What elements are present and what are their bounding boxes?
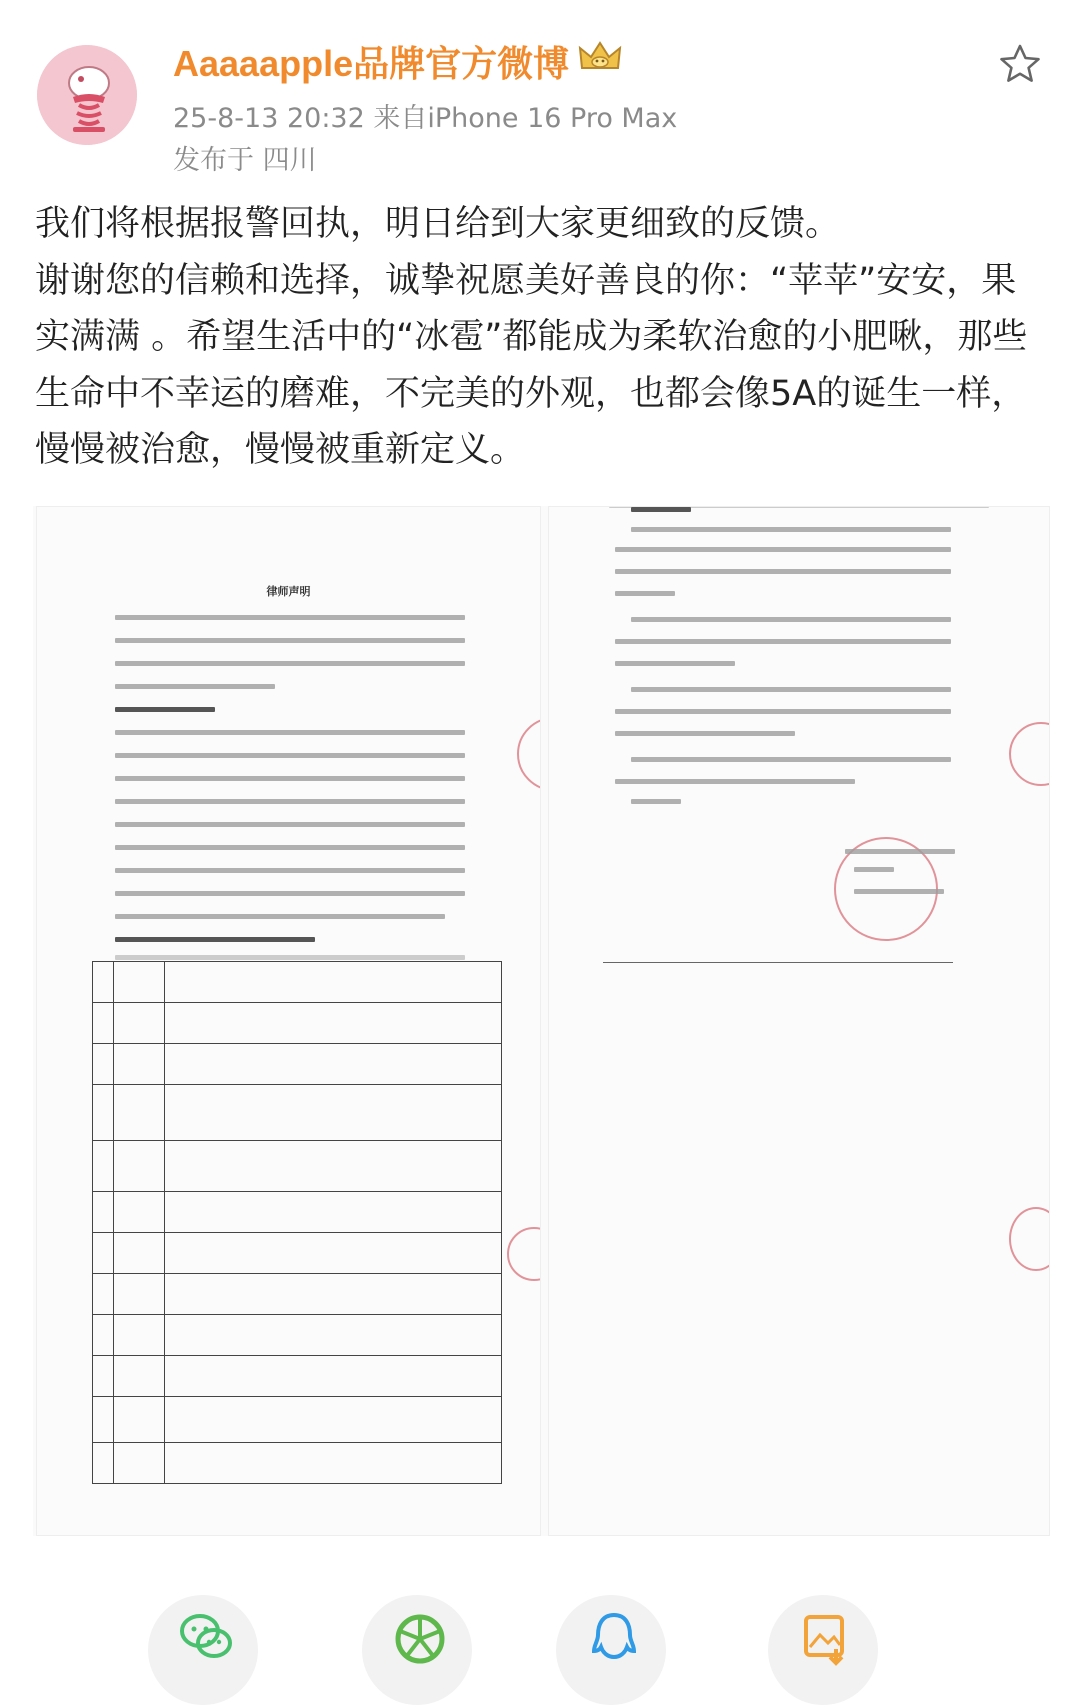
red-seal-stamp (1009, 1207, 1050, 1271)
doc-title: 律师声明 (266, 585, 311, 598)
lawyer-signature (899, 862, 910, 887)
wechat-share-button[interactable] (148, 1595, 258, 1705)
image-lawyer-statement-page1[interactable] (36, 506, 541, 1536)
page-rule (603, 962, 953, 963)
infringement-table (92, 961, 502, 1484)
post-meta: 25-8-13 20:32 来自iPhone 16 Pro Max (173, 103, 678, 134)
doc-section-2 (115, 937, 315, 942)
share-bar (0, 1555, 1080, 1678)
wechat-icon (176, 1609, 236, 1669)
save-image-icon (796, 1609, 856, 1669)
doc-section-3 (631, 507, 691, 512)
post-images (33, 506, 1048, 1536)
post-text (35, 196, 1045, 479)
qq-icon (584, 1609, 644, 1669)
doc-closing (631, 799, 681, 804)
red-seal-stamp (507, 1227, 541, 1281)
moments-icon (390, 1609, 450, 1669)
doc-section-1 (115, 707, 215, 712)
avatar[interactable] (37, 45, 137, 145)
post-paragraph: 谢谢您的信赖和选择，诚挚祝愿美好善良的你：“苹苹”安安，果实满满 。希望生活中的“冰雹”都能成为柔软治愈的小肥啾，那些生命中不幸运的磨难，不完美的外观，也都会像5A的诞生一样，慢慢被治愈，慢慢被重新定义。 (35, 260, 1028, 470)
moments-share-button[interactable] (362, 1595, 472, 1705)
username[interactable]: Aaaaapple品牌官方微博 (173, 43, 570, 84)
crown-vip-icon (578, 40, 622, 74)
qq-share-button[interactable] (556, 1595, 666, 1705)
star-outline-icon[interactable] (998, 43, 1042, 85)
red-seal-stamp (1009, 722, 1050, 786)
post-paragraph: 我们将根据报警回执，明日给到大家更细致的反馈。 (35, 204, 841, 244)
post-header (0, 0, 1080, 185)
post-location: 发布于 四川 (173, 145, 317, 176)
image-lawyer-statement-page2[interactable] (548, 506, 1050, 1536)
red-seal-stamp (517, 717, 541, 791)
save-image-button[interactable] (768, 1595, 878, 1705)
